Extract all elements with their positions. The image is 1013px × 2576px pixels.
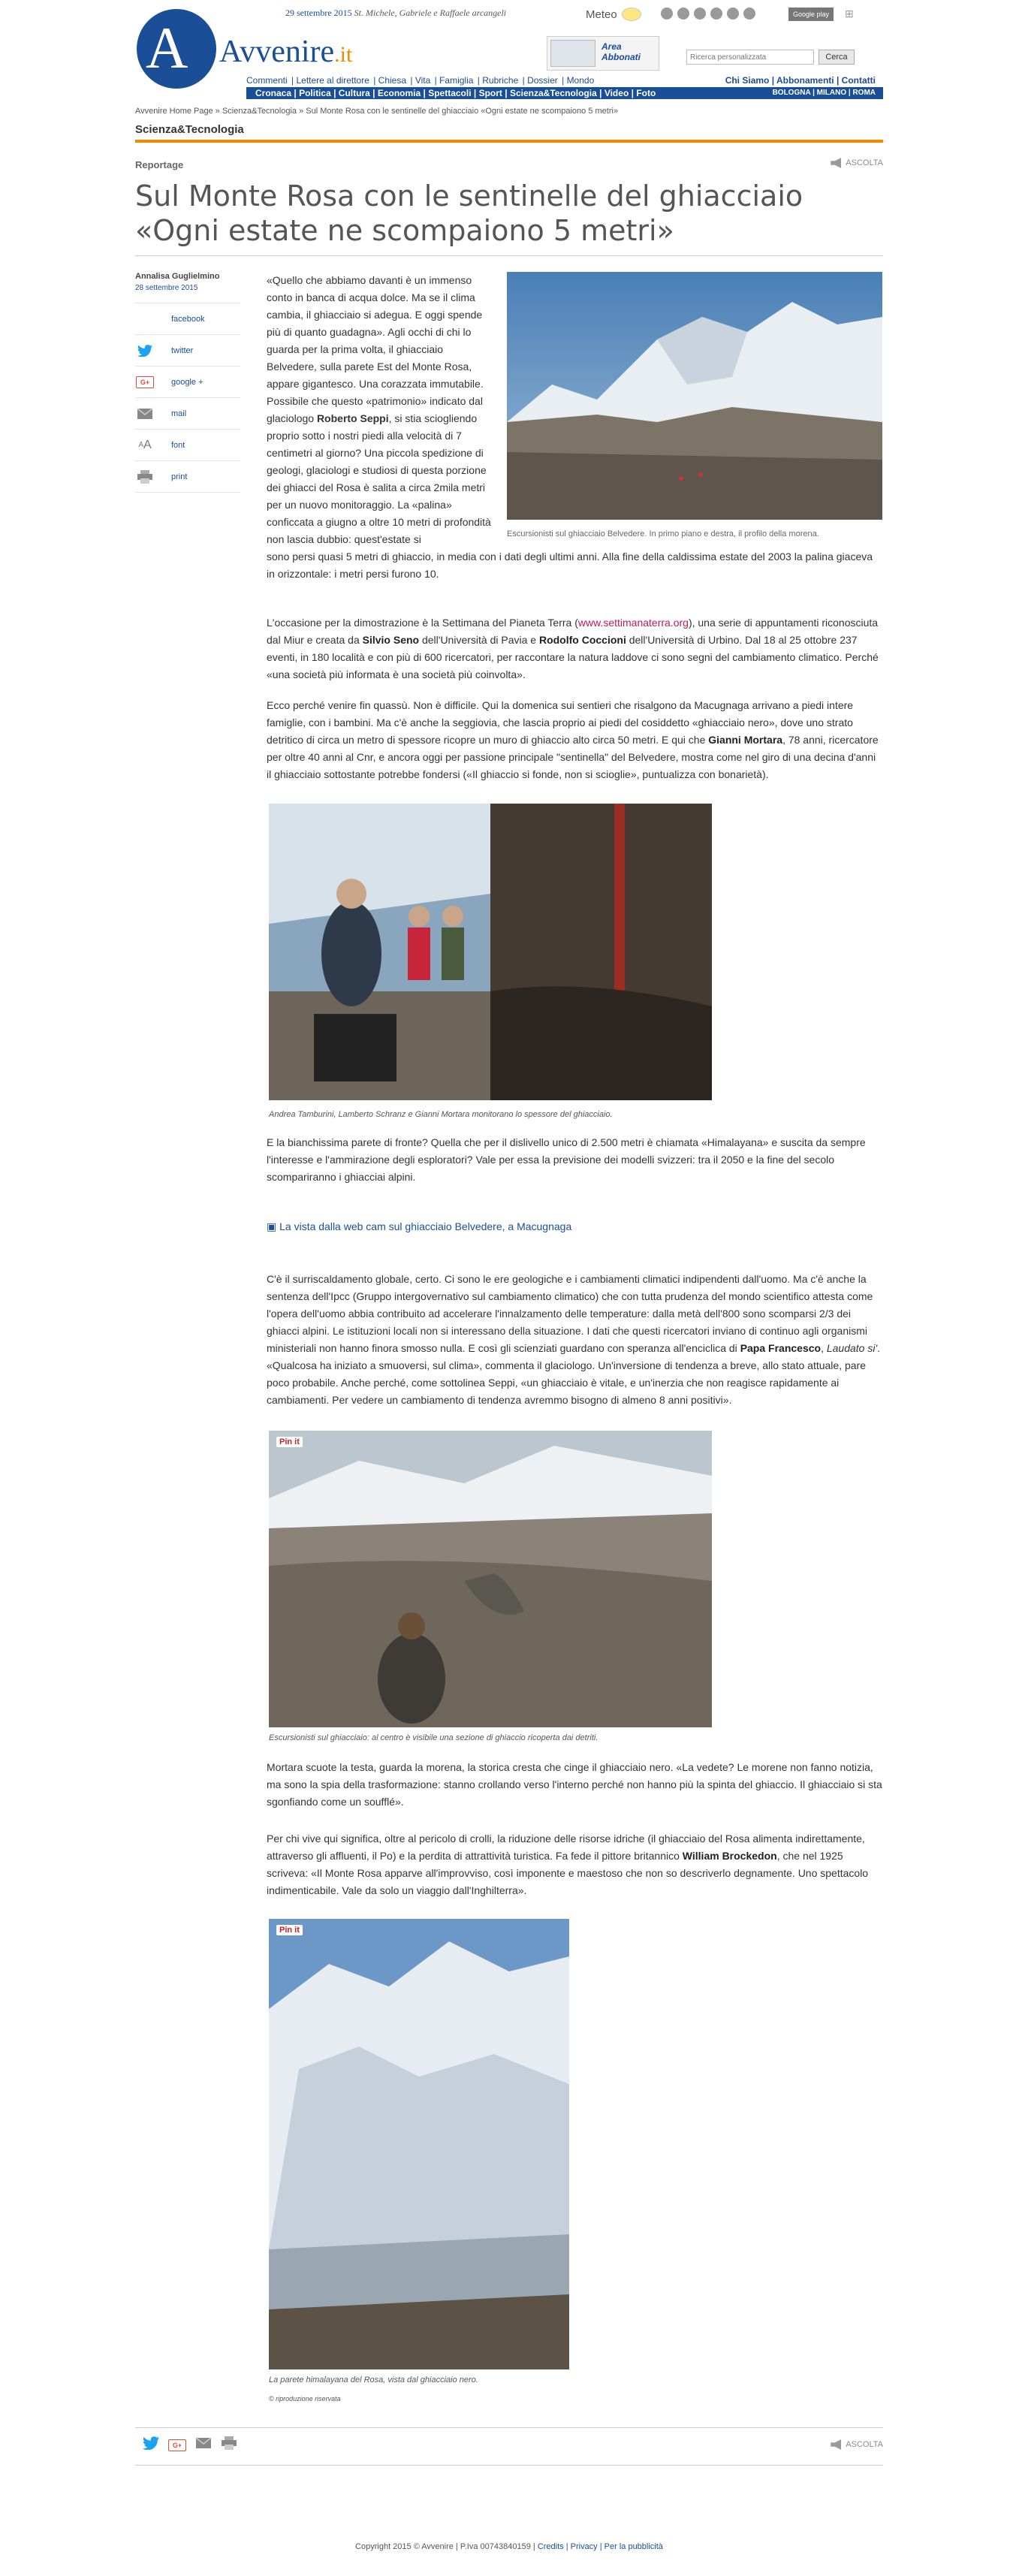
share-mail[interactable]: mail <box>135 398 240 430</box>
header-social-icons <box>661 8 755 20</box>
share-facebook[interactable]: facebook <box>135 303 240 335</box>
print-icon <box>135 469 155 485</box>
author-name[interactable]: Annalisa Guglielmino <box>135 272 220 281</box>
nav-foto[interactable]: Foto <box>636 88 656 98</box>
menu-chi-siamo[interactable]: Chi Siamo <box>725 75 770 86</box>
publish-date: 28 settembre 2015 <box>135 284 198 292</box>
breadcrumb[interactable]: Avvenire Home Page » Scienza&Tecnologia » Sul Monte Rosa con le sentinelle del ghiacciaio «Ogni estate ne scompaiono 5 metri» <box>135 107 619 116</box>
figure-3 <box>269 1431 712 1742</box>
mail-icon <box>135 406 155 422</box>
share-google[interactable]: G+ google + <box>135 366 240 398</box>
figure-3-caption: Escursionisti sul ghiacciaio: al centro è visibile una sezione di ghiaccio ricoperta dai detriti. <box>269 1733 598 1742</box>
menu-chiesa[interactable]: Chiesa <box>378 75 407 86</box>
top-right-menu: Chi Siamo | Abbonamenti | Contatti <box>725 75 876 86</box>
font-size-tool[interactable]: A A font <box>135 430 240 461</box>
apple-icon[interactable] <box>743 8 755 20</box>
section-bar <box>135 120 883 143</box>
paragraph-1a: «Quello che abbiamo davanti è un immenso conto in banca di acqua dolce. Ma se il clima cambia, il ghiacciaio si adegua. E oggi spende più di quanto guadagna». Agli occhi di chi lo guarda per la prima volta, il ghiacciaio Belvedere, sulla parete Est del Monte Rosa, appare gigantesco. Una corazzata immutabile. Possibile che questo «patrimonio» indicato dal glaciologo Roberto Seppi, si stia sciogliendo proprio sotto i nostri piedi alla velocità di 7 centimetri al giorno? Una piccola spedizione di geologi, glaciologi e studiosi di questa porzione dei ghiacci del Rosa è salita a circa 2mila metri per un nuovo monitoraggio. La «palina» conficcata a giugno a oltre 10 metri di profondità non lascia dubbio: quest'estate si <box>267 274 491 545</box>
photo-ricercatori-monitoraggio[interactable] <box>269 804 712 1100</box>
nav-economia[interactable]: Economia <box>377 88 421 98</box>
figure-2 <box>269 804 712 1119</box>
paragraph-4: E la bianchissima parete di fronte? Quella che per il dislivello unico di 2.500 metri è chiamata «Himalayana» e suscita da sempre l'interesse e l'ammirazione degli esploratori? Vale per essa la previsione dei modelli svizzeri: tra il 2050 e la fine del secolo scompariranno i ghiacciai alpini. <box>267 1136 866 1183</box>
share-tools <box>135 303 240 493</box>
print-tool[interactable]: print <box>135 461 240 493</box>
menu-vita[interactable]: Vita <box>415 75 431 86</box>
webcam-link-row <box>267 1218 882 1235</box>
flickr-icon[interactable] <box>710 8 722 20</box>
print-icon[interactable] <box>221 2436 237 2454</box>
paragraph-2: L'occasione per la dimostrazione è la Settimana del Pianeta Terra (www.settimanaterra.org), una serie di appuntamenti riconosciuta dal Miur e creata da Silvio Seno dell'Università di Pavia e Rodolfo Coccioni dell'Università di Urbino. Dal 18 al 25 ottobre 237 eventi, in 180 località e con più di 600 ricercatori, per raccontare la natura laddove ci sono segni del cambiamento climatico. Perché «una società più informata è una società più coinvolta». <box>267 617 879 680</box>
pinit-button-3[interactable]: Pin it <box>276 1437 303 1447</box>
divider <box>135 2427 883 2428</box>
pinit-button-4[interactable]: Pin it <box>276 1925 303 1935</box>
link-settimanaterra[interactable]: www.settimanaterra.org <box>577 617 689 629</box>
camera-icon: ▣ <box>267 1220 277 1232</box>
menu-commenti[interactable]: Commenti <box>246 75 288 86</box>
area-abbonati[interactable]: Area Abbonati <box>547 36 659 71</box>
meteo-widget[interactable]: Meteo <box>586 8 641 21</box>
nav-cultura[interactable]: Cultura <box>338 88 370 98</box>
avvenire-logo[interactable] <box>135 8 218 90</box>
photo-wrapper-3 <box>269 1431 712 1727</box>
share-twitter[interactable]: twitter <box>135 335 240 366</box>
copyright-note: © riproduzione riservata <box>269 2395 341 2403</box>
rss-icon[interactable] <box>694 8 706 20</box>
photo-wrapper-4 <box>269 1919 569 2369</box>
section-title[interactable]: Scienza&Tecnologia <box>135 123 244 136</box>
facebook-icon[interactable] <box>661 8 673 20</box>
nav-sport[interactable]: Sport <box>478 88 502 98</box>
figure-4-caption: La parete himalayana del Rosa, vista dal ghiacciaio nero. <box>269 2375 478 2384</box>
photo-escursionisti-sezione-ghiaccio[interactable] <box>269 1431 712 1727</box>
search-input[interactable] <box>686 50 814 65</box>
paragraph-6: Mortara scuote la testa, guarda la morena, la storica cresta che cinge il ghiacciaio nero. «La vedete? Le morene non fanno notizia, ma sono la spia della trasformazione: stanno crollando verso l'interno perché non hanno più la spinta del ghiaccio. Il ghiacciaio si sta sgonfiando come un soufflé». <box>267 1761 882 1808</box>
site-footer: Copyright 2015 © Avvenire | P.Iva 00743840159 | Credits | Privacy | Per la pubblicità <box>355 2542 663 2551</box>
listen-button-bottom[interactable]: ASCOLTA <box>831 2439 883 2450</box>
photo-parete-himalayana[interactable] <box>269 1919 569 2369</box>
search-button[interactable]: Cerca <box>819 50 855 65</box>
city-editions[interactable]: BOLOGNA | MILANO | ROMA <box>772 89 876 97</box>
menu-rubriche[interactable]: Rubriche <box>482 75 519 86</box>
top-menu: Commenti | Lettere al direttore | Chiesa | Vita | Famiglia | Rubriche | Dossier | Mondo <box>246 75 595 86</box>
nav-politica[interactable]: Politica <box>299 88 331 98</box>
divider <box>135 255 883 256</box>
main-nav: Cronaca | Politica | Cultura | Economia | Spettacoli | Sport | Scienza&Tecnologia | Video | Foto <box>255 88 656 98</box>
google-plus-icon[interactable]: G+ <box>168 2439 186 2451</box>
article-title: Sul Monte Rosa con le sentinelle del ghiacciaio «Ogni estate ne scompaiono 5 metri» <box>135 179 803 247</box>
figure-2-caption: Andrea Tamburini, Lamberto Schranz e Gianni Mortara monitorano lo spessore del ghiacciaio. <box>269 1110 613 1119</box>
facebook-icon <box>135 311 155 327</box>
nav-spettacoli[interactable]: Spettacoli <box>428 88 472 98</box>
windows-icon[interactable]: ⊞ <box>845 8 854 20</box>
webcam-link[interactable]: La vista dalla web cam sul ghiacciaio Belvedere, a Macugnaga <box>279 1220 572 1232</box>
twitter-icon[interactable] <box>143 2436 159 2454</box>
article-kicker: Reportage <box>135 159 184 170</box>
nav-video[interactable]: Video <box>604 88 629 98</box>
google-play-badge[interactable]: Google play <box>788 8 834 21</box>
nav-cronaca[interactable]: Cronaca <box>255 88 292 98</box>
menu-contatti[interactable]: Contatti <box>841 75 876 86</box>
twitter-icon[interactable] <box>677 8 689 20</box>
figure-4 <box>269 1919 569 2403</box>
figure-1-caption: Escursionisti sul ghiacciaio Belvedere. In primo piano e destra, il profilo della morena. <box>507 529 819 538</box>
youtube-icon[interactable] <box>727 8 739 20</box>
paragraph-5: C'è il surriscaldamento globale, certo. Ci sono le ere geologiche e i cambiamenti climatici indipendenti dall'uomo. Ma c'è anche la sentenza dell'Ipcc (Gruppo intergovernativo sul cambiamento climatico) che con tutta prudenza del mondo scientifico attesta come l'opera dell'uomo abbia contribuito ad accelerare l'innalzamento delle temperature: dalla metà dell'800 sono scomparsi 2/3 dei ghiacci alpini. Le istituzioni locali non si interessano della situazione. I dati che questi ricercatori inviano di continuo agli organismi ministeriali non hanno finora smosso nulla. E così gli scienziati guardano con speranza all'enciclica di Papa Francesco, Laudato si'. «Qualcosa ha iniziato a smuoversi, sul clima», commenta il glaciologo. Un'inversione di tendenza a breve, allo stato attuale, pare poco probabile. Anche perché, come sottolinea Seppi, «un ghiacciaio è vitale, e un'inerzia che non reagisce rapidamente ai cambiamenti. Per vedere un cambiamento di tendenza avremmo bisogno di almeno 8 anni positivi». <box>267 1273 881 1406</box>
font-size-icon: A A <box>138 438 152 451</box>
paragraph-3: Ecco perché venire fin quassù. Non è difficile. Qui la domenica sui sentieri che risalgono da Macugnaga arrivano a piedi intere famiglie, con i bambini. Ma c'è anche la seggiovia, che lascia proprio ai piedi del cosiddetto «ghiacciaio nero», dove uno strato detritico di circa un metro di spessore ricopre un muro di ghiaccio alto circa 50 metri. E qui che Gianni Mortara, 78 anni, ricercatore per oltre 40 anni al Cnr, e ancora oggi per passione principale "sentinella" del Belvedere, mostra come nel giro di una decina d'anni il ghiacciaio sottostante potrebbe fondersi («Il ghiaccio si fonde, non si scioglie», puntualizza con bonarietà). <box>267 699 879 780</box>
page <box>135 0 883 2551</box>
google-plus-icon: G+ <box>135 374 155 391</box>
paragraph-1b: sono persi quasi 5 metri di ghiaccio, in media con i dati degli ultimi anni. Alla fine della caldissima estate del 2003 la palina giaceva in orizzontale: i metri persi furono 10. <box>267 550 873 580</box>
footer-links[interactable]: Credits | Privacy | Per la pubblicità <box>537 2542 663 2551</box>
paragraph-7: Per chi vive qui significa, oltre al pericolo di crolli, la riduzione delle risorse idriche (il ghiacciaio del Rosa alimenta indirettamente, attraverso gli affluenti, il Po) e la perdita di attrattività turistica. Fa fede il pittore britannico William Brockedon, che nel 1925 scriveva: «Il Monte Rosa apparve all'improvviso, così imponente e maestoso che non so descriverlo degnamente. Uno spettacolo indimenticabile. Vale da solo un viaggio dall'Inghilterra». <box>267 1832 869 1896</box>
menu-famiglia[interactable]: Famiglia <box>439 75 474 86</box>
svg-text:A: A <box>146 15 188 80</box>
nav-scienza[interactable]: Scienza&Tecnologia <box>509 88 597 98</box>
figure-1 <box>507 272 882 538</box>
twitter-icon <box>135 342 155 359</box>
site-header <box>135 0 883 105</box>
mail-icon[interactable] <box>195 2437 212 2453</box>
speaker-icon <box>831 158 841 168</box>
divider <box>135 2465 883 2466</box>
logo-wordmark[interactable]: Avvenire.it <box>219 35 353 69</box>
header-date: 29 settembre 2015 St. Michele, Gabriele e Raffaele arcangeli <box>285 8 507 18</box>
menu-lettere[interactable]: Lettere al direttore <box>296 75 369 86</box>
speaker-icon <box>831 2439 841 2450</box>
newspaper-thumbnail <box>550 40 595 67</box>
saints-of-day: St. Michele, Gabriele e Raffaele arcangeli <box>354 8 507 18</box>
menu-dossier[interactable]: Dossier <box>527 75 558 86</box>
weather-icon <box>622 8 641 21</box>
photo-glacier-escursionisti[interactable] <box>507 272 882 520</box>
menu-abbonamenti[interactable]: Abbonamenti <box>776 75 834 86</box>
bottom-share-tools <box>143 2436 237 2454</box>
article-meta <box>135 272 240 493</box>
listen-button[interactable]: ASCOLTA <box>831 158 883 168</box>
menu-mondo[interactable]: Mondo <box>566 75 595 86</box>
